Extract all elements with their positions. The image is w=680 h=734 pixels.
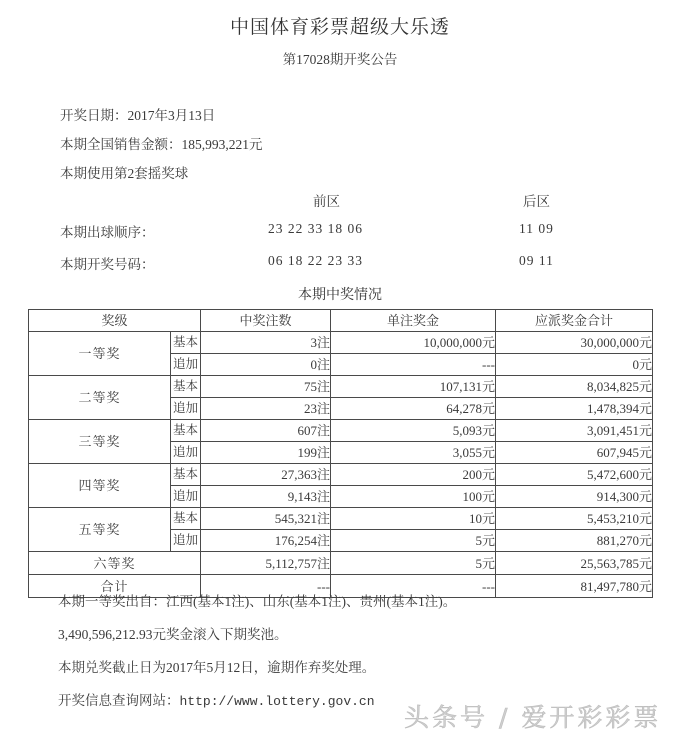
single-4-basic: 200元 xyxy=(331,464,496,486)
count-5-basic: 545,321注 xyxy=(201,508,331,530)
prize-type-basic: 基本 xyxy=(171,332,201,354)
total-5-extra: 881,270元 xyxy=(496,530,653,552)
prize-level-3: 三等奖 xyxy=(29,420,171,464)
table-row xyxy=(29,376,653,398)
claim-deadline-note: 本期兑奖截止日为2017年5月12日，逾期作弃奖处理。 xyxy=(58,660,376,675)
total-4-basic: 5,472,600元 xyxy=(496,464,653,486)
count-1-extra: 0注 xyxy=(201,354,331,376)
count-3-basic: 607注 xyxy=(201,420,331,442)
page-subtitle: 第17028期开奖公告 xyxy=(282,52,398,67)
back-zone-label: 后区 xyxy=(523,194,550,209)
summary-single: --- xyxy=(331,575,496,598)
prize-type-basic: 基本 xyxy=(171,464,201,486)
summary-label: 合计 xyxy=(29,575,201,598)
total-2-extra: 1,478,394元 xyxy=(496,398,653,420)
prize-type-extra: 追加 xyxy=(171,486,201,508)
draw-date-line: 开奖日期：2017年3月13日 xyxy=(60,108,216,123)
total-2-basic: 8,034,825元 xyxy=(496,376,653,398)
prize-level-6: 六等奖 xyxy=(29,552,201,575)
total-4-extra: 914,300元 xyxy=(496,486,653,508)
single-5-basic: 10元 xyxy=(331,508,496,530)
prize-type-basic: 基本 xyxy=(171,508,201,530)
total-6: 25,563,785元 xyxy=(496,552,653,575)
watermark: 头条号 / 爱开彩彩票 xyxy=(404,703,662,732)
count-6: 5,112,757注 xyxy=(201,552,331,575)
single-4-extra: 100元 xyxy=(331,486,496,508)
count-4-basic: 27,363注 xyxy=(201,464,331,486)
header-single: 单注奖金 xyxy=(331,310,496,332)
single-2-basic: 107,131元 xyxy=(331,376,496,398)
count-4-extra: 9,143注 xyxy=(201,486,331,508)
front-zone-label: 前区 xyxy=(313,194,340,209)
table-row xyxy=(29,508,653,530)
single-3-extra: 3,055元 xyxy=(331,442,496,464)
table-row xyxy=(29,420,653,442)
ball-order-front-numbers: 23 22 33 18 06 xyxy=(268,221,363,236)
total-1-extra: 0元 xyxy=(496,354,653,376)
single-2-extra: 64,278元 xyxy=(331,398,496,420)
header-total: 应派奖金合计 xyxy=(496,310,653,332)
single-6: 5元 xyxy=(331,552,496,575)
header-count: 中奖注数 xyxy=(201,310,331,332)
count-3-extra: 199注 xyxy=(201,442,331,464)
table-row xyxy=(29,332,653,354)
ball-order-back-numbers: 11 09 xyxy=(519,221,554,236)
count-5-extra: 176,254注 xyxy=(201,530,331,552)
count-2-basic: 75注 xyxy=(201,376,331,398)
first-prize-origin-note: 本期一等奖出自：江西(基本1注)、山东(基本1注)、贵州(基本1注)。 xyxy=(58,594,457,609)
total-3-extra: 607,945元 xyxy=(496,442,653,464)
summary-total: 81,497,780元 xyxy=(496,575,653,598)
summary-count: --- xyxy=(201,575,331,598)
website-url: http://www.lottery.gov.cn xyxy=(179,694,375,709)
prize-type-extra: 追加 xyxy=(171,354,201,376)
ball-set-line: 本期使用第2套摇奖球 xyxy=(60,166,189,181)
prize-type-extra: 追加 xyxy=(171,442,201,464)
prize-type-extra: 追加 xyxy=(171,530,201,552)
website-note xyxy=(58,689,375,709)
single-3-basic: 5,093元 xyxy=(331,420,496,442)
prize-type-extra: 追加 xyxy=(171,398,201,420)
prize-level-2: 二等奖 xyxy=(29,376,171,420)
ball-order-label: 本期出球顺序： xyxy=(60,225,155,240)
winning-numbers-back: 09 11 xyxy=(519,253,554,268)
prize-type-basic: 基本 xyxy=(171,376,201,398)
single-1-extra: --- xyxy=(331,354,496,376)
prize-type-basic: 基本 xyxy=(171,420,201,442)
website-label: 开奖信息查询网站： xyxy=(58,693,180,708)
rollover-note: 3,490,596,212.93元奖金滚入下期奖池。 xyxy=(58,627,288,642)
prize-level-1: 一等奖 xyxy=(29,332,171,376)
table-header-row xyxy=(29,310,653,332)
count-2-extra: 23注 xyxy=(201,398,331,420)
winning-numbers-front: 06 18 22 23 33 xyxy=(268,253,363,268)
national-sales-line: 本期全国销售金额：185,993,221元 xyxy=(60,137,263,152)
total-3-basic: 3,091,451元 xyxy=(496,420,653,442)
total-5-basic: 5,453,210元 xyxy=(496,508,653,530)
single-1-basic: 10,000,000元 xyxy=(331,332,496,354)
count-1-basic: 3注 xyxy=(201,332,331,354)
page-title: 中国体育彩票超级大乐透 xyxy=(229,17,450,38)
prize-level-5: 五等奖 xyxy=(29,508,171,552)
winning-numbers-label: 本期开奖号码： xyxy=(60,257,155,272)
table-row xyxy=(29,464,653,486)
table-row xyxy=(29,552,653,575)
single-5-extra: 5元 xyxy=(331,530,496,552)
prize-level-4: 四等奖 xyxy=(29,464,171,508)
prize-table xyxy=(28,309,653,598)
prize-table-caption: 本期中奖情况 xyxy=(298,288,382,303)
header-level: 奖级 xyxy=(29,310,201,332)
total-1-basic: 30,000,000元 xyxy=(496,332,653,354)
